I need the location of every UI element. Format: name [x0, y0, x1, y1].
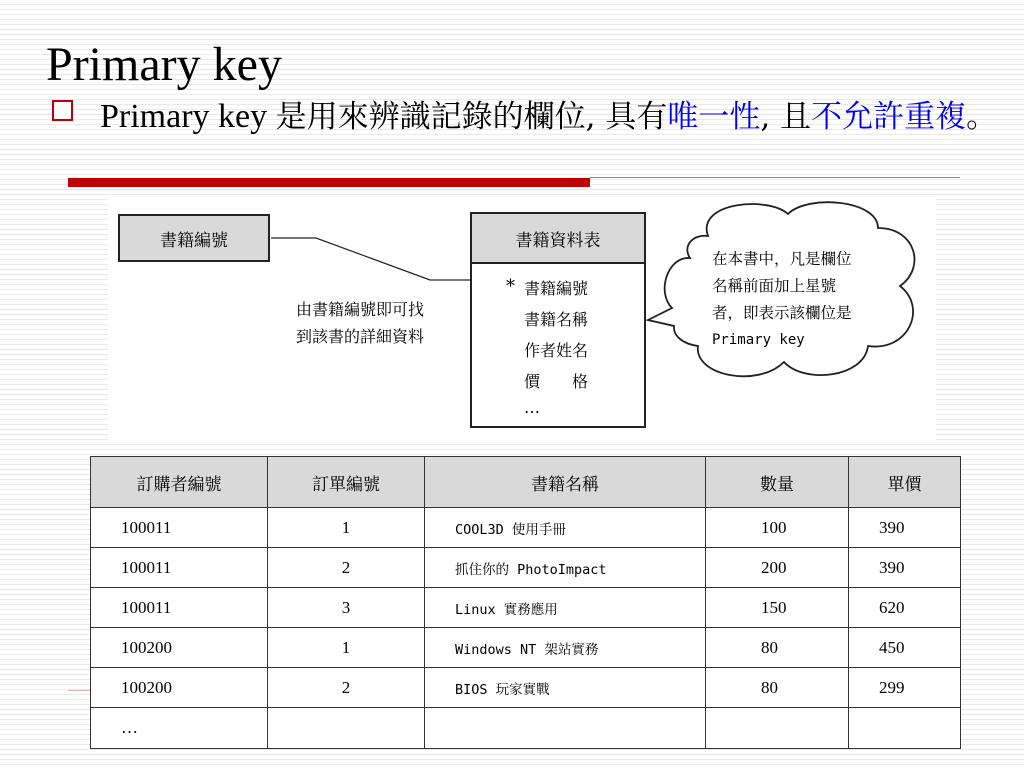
column-header: 數量	[706, 457, 849, 508]
cell-unit-price: 620	[849, 588, 961, 628]
bullet-part2: , 且	[760, 99, 812, 135]
cell-unit-price: 450	[849, 628, 961, 668]
field-box-label: 書籍編號	[160, 230, 228, 251]
table-field: 作者姓名	[524, 341, 589, 360]
column-header: 訂購者編號	[91, 457, 268, 508]
cell-ellipsis: …	[91, 708, 268, 749]
cell-empty	[268, 708, 425, 749]
cell-empty	[706, 708, 849, 749]
cell-book-name: Windows NT 架站實務	[425, 628, 706, 668]
highlight-uniqueness: 唯一性	[667, 99, 761, 135]
table-field: 書籍名稱	[524, 310, 589, 329]
note-line: 到該書的詳細資料	[296, 327, 425, 346]
bullet-part1: 是用來辨識記錄的欄位, 具有	[275, 99, 668, 135]
bullet-latin: Primary key	[100, 98, 276, 135]
cell-empty	[425, 708, 706, 749]
title-red-rule	[68, 178, 590, 187]
cell-order-no: 1	[268, 628, 425, 668]
highlight-no-duplicates: 不允許重複	[811, 99, 967, 135]
table-field: 價 格	[524, 372, 589, 391]
cell-book-name: 抓住你的 PhotoImpact	[425, 548, 706, 588]
table-row	[91, 668, 961, 708]
cell-quantity: 100	[706, 508, 849, 548]
star-marker: *	[506, 276, 515, 297]
cell-orderer-id: 100011	[91, 508, 268, 548]
cell-quantity: 80	[706, 668, 849, 708]
field-box-book-id	[118, 214, 270, 262]
table-row	[91, 628, 961, 668]
table-row	[91, 508, 961, 548]
connector-line	[271, 238, 470, 280]
cell-unit-price: 390	[849, 508, 961, 548]
orders-table	[90, 456, 961, 749]
cell-book-name: Linux 實務應用	[425, 588, 706, 628]
column-header: 訂單編號	[268, 457, 425, 508]
bullet-square-icon	[52, 100, 73, 121]
cell-quantity: 80	[706, 628, 849, 668]
table-row	[91, 588, 961, 628]
cloud-text	[712, 246, 852, 354]
primary-key-diagram	[108, 196, 936, 442]
book-table-box	[470, 212, 646, 428]
column-header: 單價	[849, 457, 961, 508]
note-line: 由書籍編號即可找	[296, 300, 425, 319]
table-header-row	[91, 457, 961, 508]
table-field: …	[524, 398, 540, 417]
book-table-fields	[472, 264, 644, 424]
cloud-line: 在本書中，凡是欄位	[712, 250, 852, 268]
cell-unit-price: 390	[849, 548, 961, 588]
cloud-line: Primary key	[712, 332, 805, 348]
bullet-text	[100, 89, 998, 145]
cloud-line: 名稱前面加上星號	[712, 277, 837, 295]
cell-order-no: 2	[268, 548, 425, 588]
table-row	[91, 548, 961, 588]
book-table-title: 書籍資料表	[472, 214, 644, 264]
bullet-end: 。	[966, 99, 998, 135]
cell-order-no: 3	[268, 588, 425, 628]
cell-orderer-id: 100011	[91, 548, 268, 588]
slide-title: Primary key	[46, 38, 282, 91]
cloud-line: 者，即表示該欄位是	[712, 304, 852, 322]
table-field: 書籍編號	[524, 279, 589, 298]
cell-orderer-id: 100200	[91, 628, 268, 668]
column-header: 書籍名稱	[425, 457, 706, 508]
cell-orderer-id: 100200	[91, 668, 268, 708]
cell-orderer-id: 100011	[91, 588, 268, 628]
note-text	[296, 296, 424, 350]
cell-book-name: BIOS 玩家實戰	[425, 668, 706, 708]
table-row	[91, 708, 961, 749]
cell-quantity: 200	[706, 548, 849, 588]
cell-quantity: 150	[706, 588, 849, 628]
cell-order-no: 1	[268, 508, 425, 548]
cell-book-name: COOL3D 使用手冊	[425, 508, 706, 548]
cell-empty	[849, 708, 961, 749]
cell-order-no: 2	[268, 668, 425, 708]
title-thin-rule	[590, 177, 960, 178]
cell-unit-price: 299	[849, 668, 961, 708]
